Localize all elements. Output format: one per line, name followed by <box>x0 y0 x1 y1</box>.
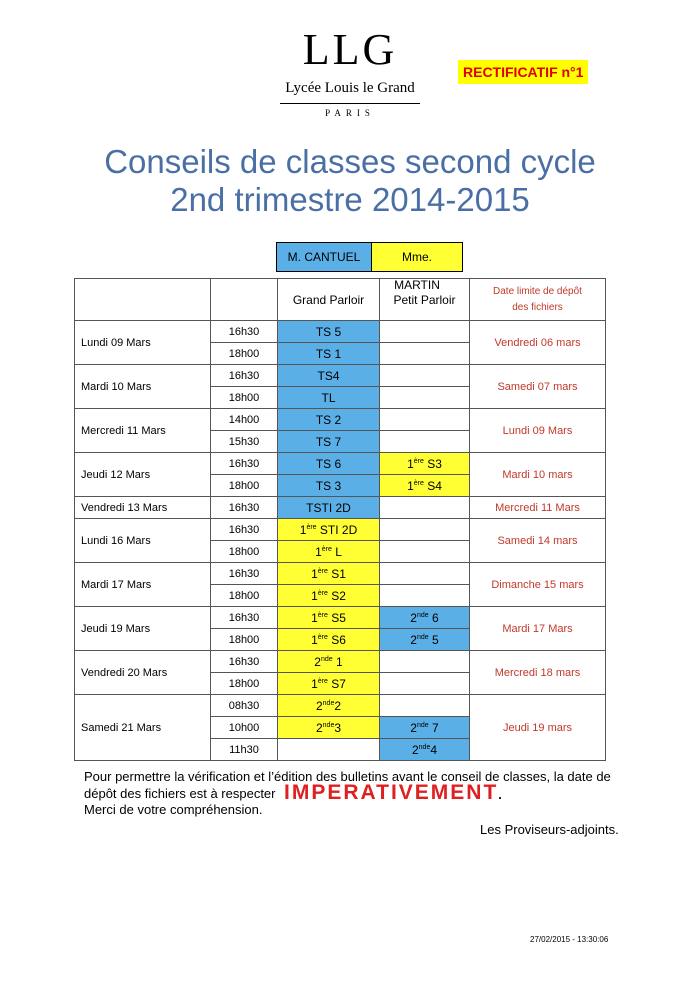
petit-parloir-cell <box>380 651 470 673</box>
grand-parloir-cell <box>278 717 380 739</box>
time-cell: 16h30 <box>211 607 278 629</box>
petit-parloir-cell <box>380 475 470 497</box>
school-logo <box>270 25 430 118</box>
emphasis-text <box>284 781 504 805</box>
class-rest: S1 <box>327 566 346 581</box>
class-rest: 5 <box>428 632 439 647</box>
day-cell: Jeudi 19 Mars <box>75 607 211 651</box>
day-cell: Mardi 10 Mars <box>75 365 211 409</box>
time-cell: 08h30 <box>211 695 278 717</box>
class-sup: nde <box>416 611 429 619</box>
grand-parloir-cell <box>278 673 380 695</box>
header-petit-parloir: Petit Parloir <box>380 279 470 321</box>
day-cell: Vendredi 20 Mars <box>75 651 211 695</box>
class-num: 2 <box>314 654 321 669</box>
note-line1: Pour permettre la vérification et l’édition des bulletins avant le conseil de classes, la date de <box>84 769 611 784</box>
deadline-cell: Dimanche 15 mars <box>470 563 606 607</box>
time-cell: 14h00 <box>211 409 278 431</box>
rectificatif-badge: RECTIFICATIF n°1 <box>458 60 588 84</box>
class-num: 2 <box>315 720 323 735</box>
deadline-cell: Mardi 17 Mars <box>470 607 606 651</box>
time-cell: 11h30 <box>211 739 278 761</box>
time-cell: 18h00 <box>211 585 278 607</box>
class-num: 2 <box>315 698 323 713</box>
time-cell: 16h30 <box>211 651 278 673</box>
class-sup: ère <box>317 633 328 641</box>
legend-blue: M. CANTUEL <box>277 243 372 271</box>
class-num: 1 <box>407 478 414 493</box>
class-rest: 3 <box>334 720 342 735</box>
petit-parloir-cell <box>380 519 470 541</box>
deadline-cell: Mardi 10 mars <box>470 453 606 497</box>
grand-parloir-cell <box>278 651 380 673</box>
table-row <box>75 409 606 431</box>
table-row <box>75 453 606 475</box>
time-cell: 10h00 <box>211 717 278 739</box>
table-row <box>75 651 606 673</box>
header-date-limite-line1: Date limite de dépôt <box>493 285 582 297</box>
class-num: 2 <box>410 720 417 735</box>
class-num: 1 <box>311 610 318 625</box>
petit-parloir-cell <box>380 629 470 651</box>
deadline-cell: Vendredi 06 mars <box>470 321 606 365</box>
grand-parloir-cell: TSTI 2D <box>278 497 380 519</box>
class-num: 2 <box>410 610 417 625</box>
emphasis-word: IMPERATIVEMENT <box>284 781 499 804</box>
class-num: 1 <box>311 676 318 691</box>
petit-parloir-cell <box>380 673 470 695</box>
table-row <box>75 497 606 519</box>
signature: Les Proviseurs-adjoints. <box>480 822 619 837</box>
class-sup: ère <box>321 545 332 553</box>
deadline-cell: Mercredi 11 Mars <box>470 497 606 519</box>
class-rest: S6 <box>327 632 346 647</box>
header-date-limite <box>470 279 606 321</box>
petit-parloir-cell <box>380 365 470 387</box>
time-cell: 16h30 <box>211 453 278 475</box>
class-rest: L <box>331 544 342 559</box>
class-rest: S7 <box>327 676 346 691</box>
class-rest: STI 2D <box>316 522 358 537</box>
class-rest: 6 <box>428 610 439 625</box>
schedule-table <box>74 278 606 761</box>
petit-parloir-cell <box>380 695 470 717</box>
grand-parloir-cell <box>278 695 380 717</box>
grand-parloir-cell: TS4 <box>278 365 380 387</box>
class-num: 1 <box>311 632 318 647</box>
table-row <box>75 563 606 585</box>
day-cell: Jeudi 12 Mars <box>75 453 211 497</box>
logo-city: PARIS <box>325 108 375 118</box>
class-sup: ère <box>317 611 328 619</box>
grand-parloir-cell <box>278 629 380 651</box>
time-cell: 16h30 <box>211 563 278 585</box>
grand-parloir-cell <box>278 541 380 563</box>
day-cell: Samedi 21 Mars <box>75 695 211 761</box>
grand-parloir-cell: TS 3 <box>278 475 380 497</box>
table-row <box>75 321 606 343</box>
grand-parloir-cell: TS 7 <box>278 431 380 453</box>
class-sup: ère <box>306 523 317 531</box>
class-rest: S3 <box>423 456 442 471</box>
time-cell: 18h00 <box>211 673 278 695</box>
class-sup: ère <box>317 677 328 685</box>
day-cell: Vendredi 13 Mars <box>75 497 211 519</box>
petit-parloir-cell <box>380 453 470 475</box>
page-title-line1: Conseils de classes second cycle <box>104 143 596 180</box>
petit-parloir-cell <box>380 387 470 409</box>
class-num: 1 <box>311 566 318 581</box>
time-cell: 18h00 <box>211 629 278 651</box>
petit-parloir-cell <box>380 343 470 365</box>
note-line2: dépôt des fichiers est à respecter <box>84 786 276 801</box>
header-grand-parloir: Grand Parloir <box>278 279 380 321</box>
time-cell: 18h00 <box>211 387 278 409</box>
grand-parloir-cell <box>278 607 380 629</box>
grand-parloir-cell: TS 2 <box>278 409 380 431</box>
day-cell: Mercredi 11 Mars <box>75 409 211 453</box>
deadline-cell: Lundi 09 Mars <box>470 409 606 453</box>
class-sup: ère <box>413 479 424 487</box>
class-rest: S4 <box>423 478 442 493</box>
petit-parloir-cell <box>380 607 470 629</box>
day-cell: Lundi 09 Mars <box>75 321 211 365</box>
class-rest: 4 <box>430 742 438 757</box>
print-timestamp: 27/02/2015 - 13:30:06 <box>530 935 609 944</box>
petit-parloir-cell <box>380 717 470 739</box>
header-date-limite-line2: des fichiers <box>512 301 563 313</box>
time-cell: 18h00 <box>211 475 278 497</box>
class-sup: ère <box>317 589 328 597</box>
class-sup: nde <box>416 721 429 729</box>
logo-school-name: Lycée Louis le Grand <box>285 80 415 96</box>
class-num: 1 <box>407 456 414 471</box>
table-row <box>75 607 606 629</box>
deadline-cell: Mercredi 18 mars <box>470 651 606 695</box>
color-legend <box>276 242 463 292</box>
petit-parloir-cell <box>380 497 470 519</box>
table-row <box>75 365 606 387</box>
petit-parloir-cell <box>380 541 470 563</box>
time-cell: 16h30 <box>211 365 278 387</box>
grand-parloir-cell <box>278 563 380 585</box>
grand-parloir-cell: TS 6 <box>278 453 380 475</box>
header-time <box>211 279 278 321</box>
legend-yellow: Mme. MARTIN <box>372 243 462 271</box>
class-num: 1 <box>311 588 318 603</box>
time-cell: 18h00 <box>211 541 278 563</box>
table-row <box>75 519 606 541</box>
class-num: 2 <box>410 632 417 647</box>
class-rest: S2 <box>327 588 346 603</box>
deadline-cell: Jeudi 19 mars <box>470 695 606 761</box>
time-cell: 16h30 <box>211 519 278 541</box>
petit-parloir-cell <box>380 409 470 431</box>
thanks-text: Merci de votre compréhension. <box>84 802 263 817</box>
class-sup: ère <box>317 567 328 575</box>
class-rest: S5 <box>327 610 346 625</box>
class-sup: nde <box>320 655 333 663</box>
grand-parloir-cell: TL <box>278 387 380 409</box>
class-num: 1 <box>299 522 307 537</box>
class-rest: 7 <box>428 720 439 735</box>
day-cell: Mardi 17 Mars <box>75 563 211 607</box>
emphasis-end: . <box>498 787 504 802</box>
time-cell: 18h00 <box>211 343 278 365</box>
table-header-row <box>75 279 606 321</box>
class-sup: ère <box>413 457 424 465</box>
petit-parloir-cell <box>380 585 470 607</box>
table-row <box>75 695 606 717</box>
petit-parloir-cell <box>380 431 470 453</box>
time-cell: 16h30 <box>211 497 278 519</box>
class-sup: nde <box>322 699 335 707</box>
class-rest: 1 <box>332 654 343 669</box>
grand-parloir-cell <box>278 585 380 607</box>
class-num: 2 <box>411 742 419 757</box>
petit-parloir-cell <box>380 321 470 343</box>
page-title-line2: 2nd trimestre 2014-2015 <box>170 181 530 218</box>
time-cell: 16h30 <box>211 321 278 343</box>
petit-parloir-cell <box>380 563 470 585</box>
grand-parloir-cell: TS 1 <box>278 343 380 365</box>
class-sup: nde <box>416 633 429 641</box>
logo-mark: LLG <box>302 25 398 74</box>
grand-parloir-cell <box>278 519 380 541</box>
grand-parloir-cell: TS 5 <box>278 321 380 343</box>
day-cell: Lundi 16 Mars <box>75 519 211 563</box>
class-sup: nde <box>418 743 431 751</box>
time-cell: 15h30 <box>211 431 278 453</box>
deadline-cell: Samedi 07 mars <box>470 365 606 409</box>
grand-parloir-cell <box>278 739 380 761</box>
logo-divider <box>280 103 420 104</box>
class-sup: nde <box>322 721 335 729</box>
petit-parloir-cell <box>380 739 470 761</box>
class-num: 1 <box>315 544 322 559</box>
deadline-cell: Samedi 14 mars <box>470 519 606 563</box>
class-rest: 2 <box>334 698 342 713</box>
header-day <box>75 279 211 321</box>
